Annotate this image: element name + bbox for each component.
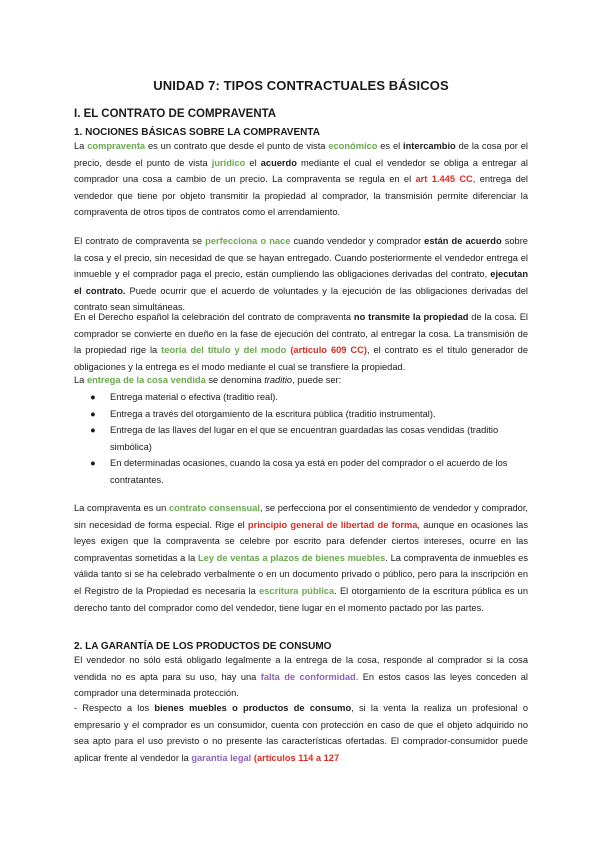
paragraph-2: El contrato de compraventa se perfecciona o nace cuando vendedor y comprador están de acuerdo sobre la cosa y el precio, sin necesidad de que se hayan entregado. Cuando posteriormente el vendedor entrega el inmueble y el comprador paga el precio, están cumpliendo las obligaciones derivadas del contrato, ejecutan el contrato. Puede ocurrir que el acuerdo de voluntades y la ejecución de las obligaciones derivadas del contrato sean simultáneas. — [74, 236, 528, 313]
list-item: ● Entrega a través del otorgamiento de la escritura pública (traditio instrumental). — [74, 406, 528, 423]
bullet-icon: ● — [90, 408, 96, 419]
paragraph-5: La compraventa es un contrato consensual, se perfecciona por el consentimiento de vendedor y comprador, sin necesidad de forma especial. Rige el principio general de libertad de forma, aunque en ocasiones las leyes exigen que la compraventa se celebre por escrito para defender ciertos intereses, ocurre en las compraventas sometidas a la Ley de ventas a plazos de bienes muebles. La compraventa de inmuebles es válida tanto si se ha celebrado verbalmente o en un documento privado o público, pero para la inscripción en el Registro de la Propiedad es necesaria la escritura pública. El otorgamiento de la escritura pública es un derecho tanto del comprador como del vendedor, tiene lugar en el momento pactado por las partes. — [74, 503, 528, 613]
traditio-list — [74, 389, 528, 489]
subsection-heading-1: 1. NOCIONES BÁSICAS SOBRE LA COMPRAVENTA — [74, 127, 320, 138]
paragraph-1: La compraventa es un contrato que desde el punto de vista económico es el intercambio de la cosa por el precio, desde el punto de vista jurídico el acuerdo mediante el cual el vendedor se obliga a entregar al comprador una cosa a cambio de un precio. La compraventa se regula en el art 1.445 CC, entrega del vendedor que tiene por objeto transmitir la propiedad al comprador, la transmisión permite diferenciar la compraventa de otros tipos de contratos como el arrendamiento. — [74, 141, 528, 218]
bullet-icon: ● — [90, 392, 96, 402]
paragraph-7: - Respecto a los bienes muebles o productos de consumo, si la venta la realiza un profesional o empresario y el comprador es un consumidor, cuenta con protección en caso de que el objeto adquirido no sea apto para el uso previsto o no presente las características ofertadas. El comprador-consumidor puede aplicar frente al vendedor la garantía legal (artículos 114 a 127 — [74, 703, 529, 763]
bullet-icon: ● — [90, 458, 96, 469]
paragraph-4: La entrega de la cosa vendida se denomina traditio, puede ser: — [74, 375, 342, 385]
list-item: ● Entrega de las llaves del lugar en el que se encuentran guardadas las cosas vendidas (traditio simbólica) — [74, 422, 528, 455]
list-item: ● Entrega material o efectiva (traditio real). — [74, 389, 528, 406]
subsection-heading-2: 2. LA GARANTÍA DE LOS PRODUCTOS DE CONSUMO — [74, 641, 332, 652]
section-heading: I. EL CONTRATO DE COMPRAVENTA — [74, 108, 277, 120]
list-item: ● En determinadas ocasiones, cuando la cosa ya está en poder del comprador o el acuerdo de los contratantes. — [74, 455, 528, 488]
bullet-icon: ● — [90, 425, 96, 436]
paragraph-3: En el Derecho español la celebración del contrato de compraventa no transmite la propiedad de la cosa. El comprador se convierte en dueño en la fase de ejecución del contrato, al entregar la cosa. La transmisión de la propiedad rige la teoría del título y del modo (artículo 609 CC), el contrato es el título generador de obligaciones y la entrega es el modo mediante el cual se transfiere la propiedad. — [74, 312, 528, 372]
page-title: UNIDAD 7: TIPOS CONTRACTUALES BÁSICOS — [153, 78, 449, 93]
paragraph-6: El vendedor no sólo está obligado legalmente a la entrega de la cosa, responde al comprador si la cosa vendida no es apta para su uso, hay una falta de conformidad. En estos casos las leyes conceden al comprador una determinada protección. — [74, 655, 528, 699]
